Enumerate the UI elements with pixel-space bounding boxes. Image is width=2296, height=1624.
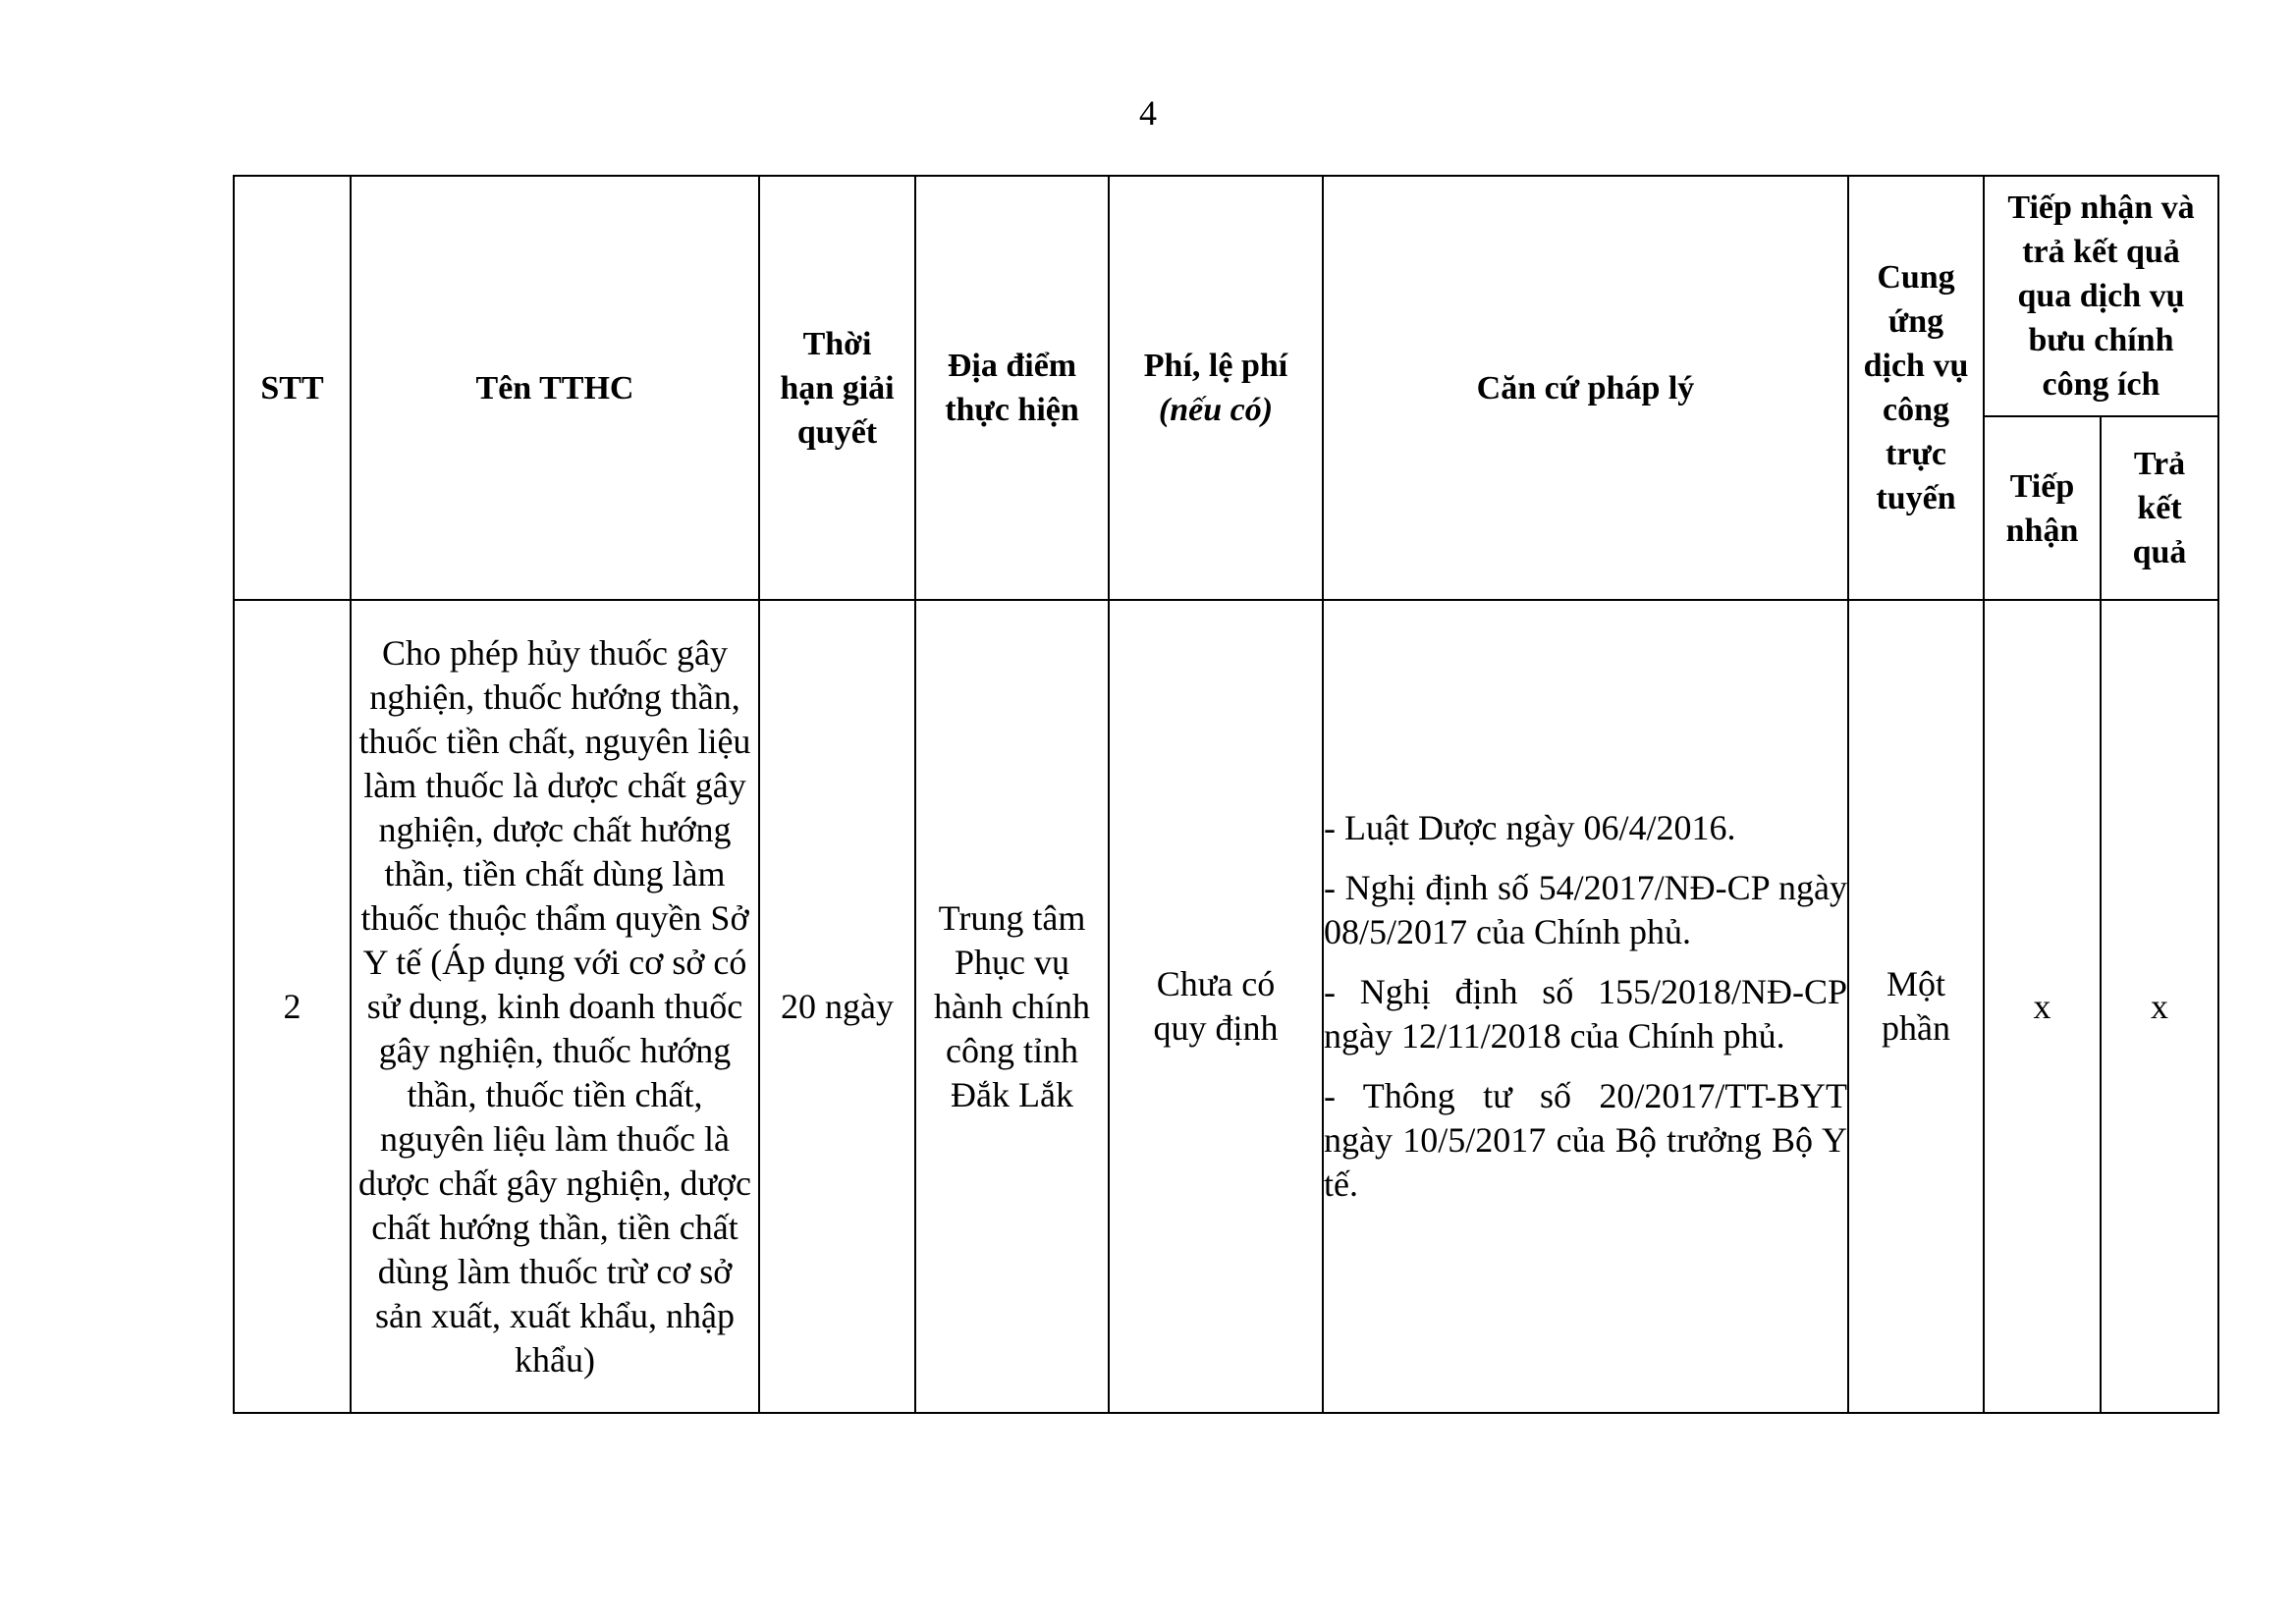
- cell-tiep-nhan: x: [1984, 600, 2101, 1413]
- header-can-cu-phap-ly: Căn cứ pháp lý: [1323, 176, 1848, 600]
- header-stt: STT: [234, 176, 351, 600]
- cell-dia-diem: Trung tâm Phục vụ hành chính công tỉnh Đắk Lắk: [915, 600, 1109, 1413]
- header-phi-le-phi-note: (nếu có): [1158, 392, 1274, 428]
- cell-cung-ung: Một phần: [1848, 600, 1984, 1413]
- procedure-table: [233, 175, 2219, 1414]
- header-tra-ket-qua: Trả kết quả: [2101, 416, 2218, 600]
- header-tiep-nhan: Tiếp nhận: [1984, 416, 2101, 600]
- legal-basis-item: - Thông tư số 20/2017/TT-BYT ngày 10/5/2017 của Bộ trưởng Bộ Y tế.: [1324, 1076, 1847, 1204]
- header-cung-ung: Cung ứng dịch vụ công trực tuyến: [1848, 176, 1984, 600]
- cell-tra-ket-qua: x: [2101, 600, 2218, 1413]
- legal-basis-item: - Luật Dược ngày 06/4/2016.: [1324, 808, 1736, 847]
- cell-phi-le-phi: Chưa có quy định: [1109, 600, 1323, 1413]
- header-buu-chinh-group: Tiếp nhận và trả kết quả qua dịch vụ bưu chính công ích: [1984, 176, 2218, 416]
- cell-thoi-han: 20 ngày: [759, 600, 915, 1413]
- legal-basis-item: - Nghị định số 155/2018/NĐ-CP ngày 12/11/2018 của Chính phủ.: [1324, 972, 1847, 1056]
- cell-can-cu-phap-ly: [1323, 600, 1848, 1413]
- header-ten-tthc: Tên TTHC: [351, 176, 759, 600]
- header-dia-diem: Địa điểm thực hiện: [915, 176, 1109, 600]
- legal-basis-item: - Nghị định số 54/2017/NĐ-CP ngày 08/5/2017 của Chính phủ.: [1324, 868, 1847, 951]
- cell-stt: 2: [234, 600, 351, 1413]
- header-phi-le-phi-label: Phí, lệ phí: [1143, 348, 1288, 384]
- header-phi-le-phi: [1109, 176, 1323, 600]
- header-thoi-han: Thời hạn giải quyết: [759, 176, 915, 600]
- table-row: [234, 600, 2218, 1413]
- cell-ten-tthc: Cho phép hủy thuốc gây nghiện, thuốc hướng thần, thuốc tiền chất, nguyên liệu làm thuốc là dược chất gây nghiện, dược chất hướng thần, tiền chất dùng làm thuốc thuộc thẩm quyền Sở Y tế (Áp dụng với cơ sở có sử dụng, kinh doanh thuốc gây nghiện, thuốc hướng thần, thuốc tiền chất, nguyên liệu làm thuốc là dược chất gây nghiện, dược chất hướng thần, tiền chất dùng làm thuốc trừ cơ sở sản xuất, xuất khẩu, nhập khẩu): [351, 600, 759, 1413]
- page-number: 4: [1139, 93, 1157, 133]
